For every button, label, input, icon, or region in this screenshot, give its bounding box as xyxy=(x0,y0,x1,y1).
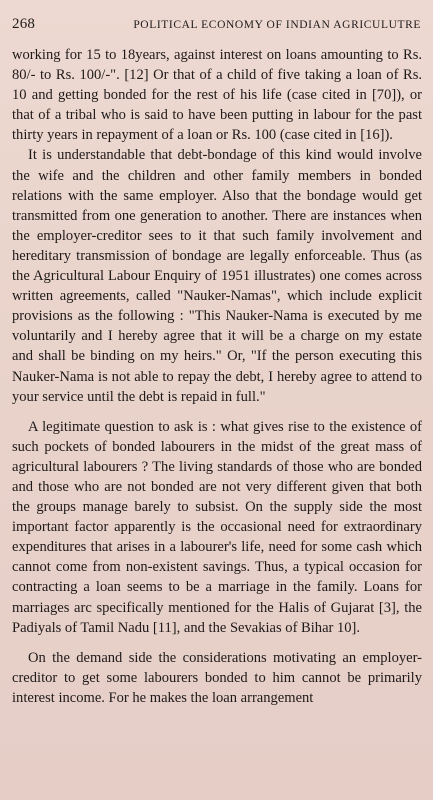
paragraph-demand-side: On the demand side the considerations motivating an employer-creditor to get some labourers bonded to him cannot be primarily interest income. For he makes the loan arrangement xyxy=(12,649,422,706)
paragraph-debt-bondage: It is understandable that debt-bondage of this kind would involve the wife and the children and other family members in bonded relations with the same employer. Also that the bondage would get transmitted from one generation to another. There are instances when the employer-creditor sees to it that such family involvement and hereditary transmission of bondage are legally enforceable. Thus (as the Agricultural Labour Enquiry of 1951 illustrates) one comes across written agreements, called "Nauker-Namas", which include explicit provisions as the following : "This Nauker-Nama is executed by me voluntarily and I hereby agree that it will be a charge on my estate and shall be binding on my heirs." Or, "If the person executing this Nauker-Nama is not able to repay the debt, I hereby agree to attend to your service until the debt is repaid in full." xyxy=(12,147,422,405)
paragraph-continuation: working for 15 to 18years, against interest on loans amounting to Rs. 80/- to Rs. 100/-". [12] Or that of a child of five taking a loan of Rs. 10 and getting bonded for the rest of his life (case cited in [70]), or that of a tribal who is said to have been putting in labour for the past thirty years in repayment of a loan or Rs. 100 (case cited in [16]). xyxy=(12,47,422,144)
page-number: 268 xyxy=(12,16,36,32)
page-body xyxy=(12,45,422,708)
paragraph-supply-side: A legitimate question to ask is : what gives rise to the existence of such pockets of bonded labourers in the midst of the great mass of agricultural labourers ? The living standards of those who are bonded and those who are not bonded are not very different given that both the groups manage barely to subsist. On the supply side the most important factor apparently is the occasional need for extraordinary expenditures that arises in a labourer's life, need for some cash which cannot come from non-existent savings. Thus, a typical occasion for contracting a loan seems to be a marriage in the family. Loans for marriages arc specifically mentioned for the Halis of Gujarat [3], the Padiyals of Tamil Nadu [11], and the Sevakias of Bihar 10]. xyxy=(12,418,422,636)
running-head: POLITICAL ECONOMY OF INDIAN AGRICULUTRE xyxy=(133,19,421,31)
page-header xyxy=(12,16,422,38)
